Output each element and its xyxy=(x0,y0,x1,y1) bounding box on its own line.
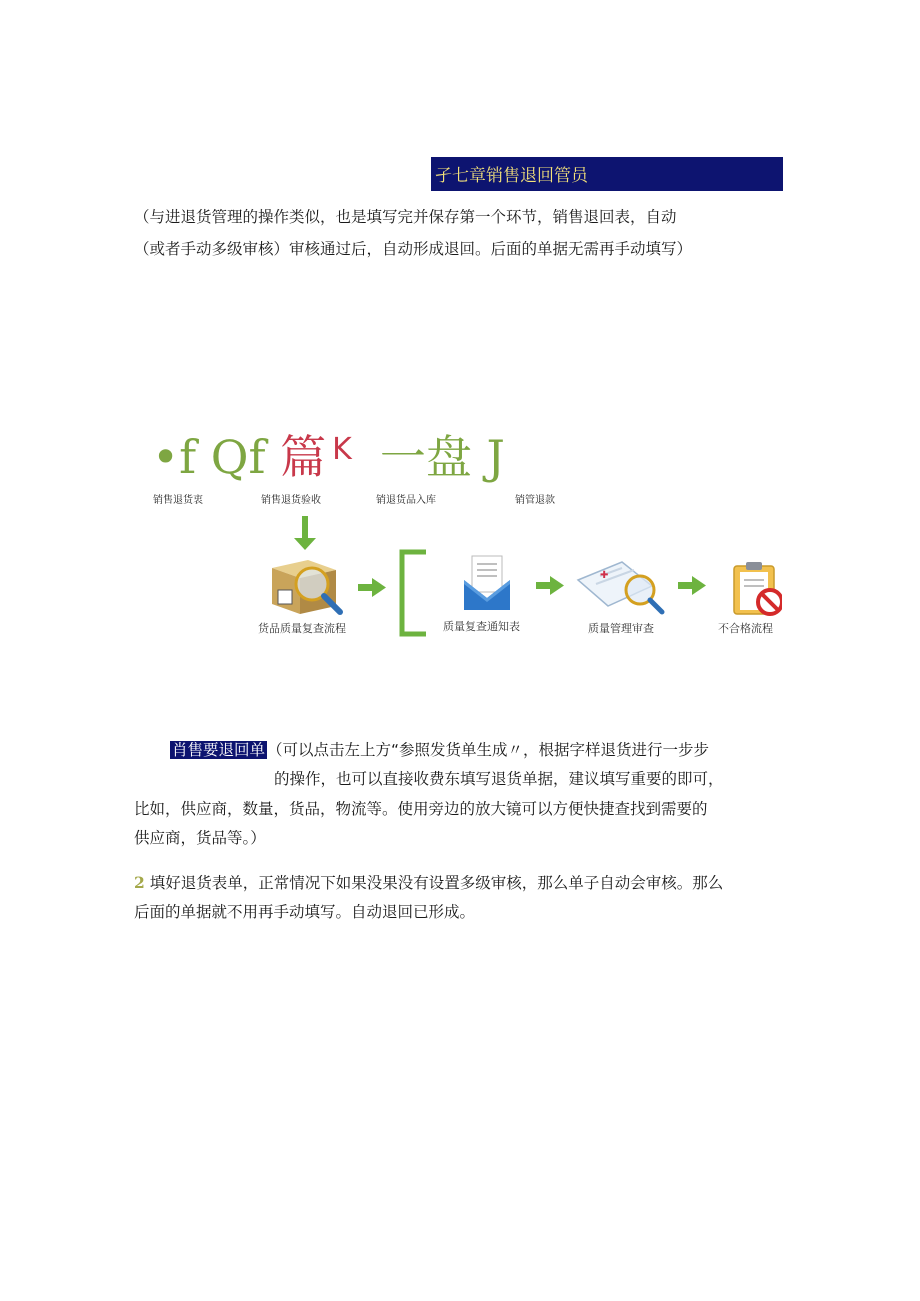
medical-document-magnifier-icon xyxy=(578,562,662,612)
svg-text:✚: ✚ xyxy=(600,570,609,581)
step-label-refund: 销管退款 xyxy=(515,495,555,506)
step-label-return-warehousing: 销退货品入库 xyxy=(376,495,436,506)
section2-line-1-text: （可以点击左上方“参照发货单生成〃，根据字样退货进行一步步 xyxy=(267,741,710,759)
flow-label-quality-review: 质量管理审查 xyxy=(588,622,654,635)
right-arrow-icon xyxy=(536,576,564,595)
section2-line-4: 供应商，货品等。） xyxy=(134,829,266,847)
heading-part-2: 篇 xyxy=(280,430,327,484)
step-label-return-form: 销售退货衷 xyxy=(153,495,203,506)
flow-label-recheck-notice: 质量复查通知表 xyxy=(443,620,520,633)
highlight-sales-return-form: 肖售要退回单 xyxy=(172,741,266,759)
step-label-return-inspection: 销售退货验收 xyxy=(261,495,321,506)
intro-line-2: （或者手动多级审核）审核通过后，自动形成退回。后面的单据无需再手动填写） xyxy=(134,240,693,258)
section3-line-1 xyxy=(134,869,723,897)
down-arrow-icon xyxy=(294,516,316,550)
section2-line-3: 比如，供应商，数量，货品，物流等。使用旁边的放大镜可以方便快捷查找到需要的 xyxy=(134,800,708,818)
right-arrow-icon xyxy=(358,578,386,597)
flow-label-quality-recheck: 货品质量复查流程 xyxy=(258,622,346,635)
section3-number: 2 xyxy=(134,873,145,892)
envelope-document-icon xyxy=(464,556,510,610)
chapter-title: 孑七章销售退回管员 xyxy=(435,166,588,186)
magnifier-box-icon xyxy=(272,560,340,614)
heading-part-1: •f Qf xyxy=(152,430,281,484)
section3-line-1-text: 填好退货表单，正常情况下如果没果没有设置多级审核，那么单子自动会审核。那么 xyxy=(144,874,724,892)
flow-label-nonconforming: 不合格流程 xyxy=(718,622,773,635)
process-heading xyxy=(152,420,505,487)
heading-part-4: 一盘 J xyxy=(379,430,505,484)
clipboard-prohibited-icon xyxy=(734,562,782,614)
section2-line-1 xyxy=(170,736,709,764)
section3-line-2: 后面的单据就不用再手动填写。自动退回已形成。 xyxy=(134,903,476,921)
chapter-title-bar xyxy=(431,157,783,191)
bracket-shape xyxy=(402,552,426,634)
heading-part-3: K xyxy=(332,432,352,467)
intro-line-1: （与进退货管理的操作类似，也是填写完并保存第一个环节，销售退回表，自动 xyxy=(134,208,677,226)
section2-line-2: 的操作，也可以直接收费东填写退货单据，建议填写重要的即可， xyxy=(274,770,724,788)
right-arrow-icon xyxy=(678,576,706,595)
